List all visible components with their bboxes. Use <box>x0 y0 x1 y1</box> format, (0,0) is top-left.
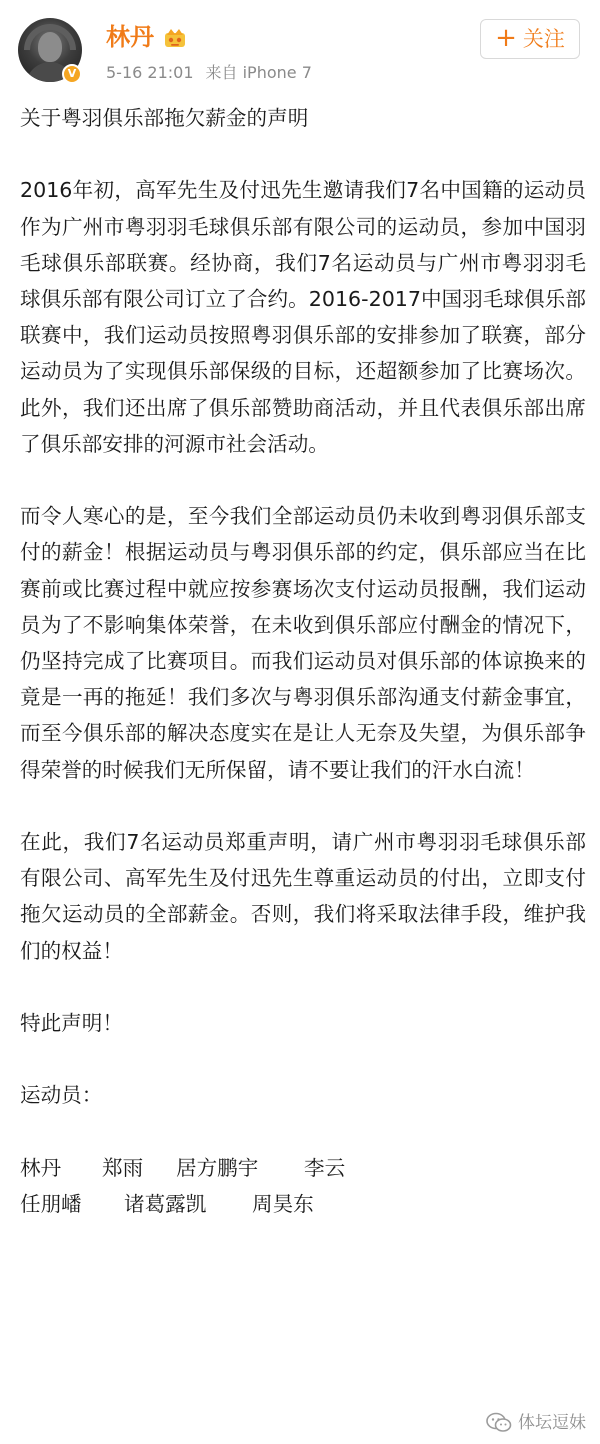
athlete-name: 任朋嶓 <box>20 1192 82 1216</box>
paragraph-closing: 特此声明！ <box>20 1011 123 1036</box>
timestamp: 5-16 21:01 <box>106 63 194 82</box>
athlete-name: 诸葛露凯 <box>124 1192 207 1216</box>
watermark <box>486 1412 586 1434</box>
username[interactable]: 林丹 <box>106 23 154 51</box>
athlete-name: 李云 <box>304 1155 346 1180</box>
post-body <box>20 100 586 1222</box>
avatar-face <box>38 32 62 62</box>
paragraph-complaint: 而令人寒心的是，至今我们全部运动员仍未收到粤羽俱乐部支付的薪金！根据运动员与粤羽俱乐部的约定，俱乐部应当在比赛前或比赛过程中就应按参赛场次支付运动员报酬，我们运动员为了不影响集体荣誉，在未收到俱乐部应付酬金的情况下，仍坚持完成了比赛项目。而我们运动员对俱乐部的体谅换来的竟是一再的拖延！我们多次与粤羽俱乐部沟通支付薪金事宜，而至今俱乐部的解决态度实在是让人无奈及失望，为俱乐部争得荣誉的时候我们无所保留，请不要让我们的汗水白流！ <box>20 504 586 782</box>
paragraph-demand: 在此，我们7名运动员郑重声明，请广州市粤羽羽毛球俱乐部有限公司、高军先生及付迅先生尊重运动员的付出，立即支付拖欠运动员的全部薪金。否则，我们将采取法律手段，维护我们的权益！ <box>20 830 586 963</box>
paragraph-intro: 2016年初，高军先生及付迅先生邀请我们7名中国籍的运动员作为广州市粤羽羽毛球俱乐部有限公司的运动员，参加中国羽毛球俱乐部联赛。经协商，我们7名运动员与广州市粤羽羽毛球俱乐部有限公司订立了合约。2016-2017中国羽毛球俱乐部联赛中，我们运动员按照粤羽俱乐部的安排参加了联赛，部分运动员为了实现俱乐部保级的目标，还超额参加了比赛场次。此外，我们还出席了俱乐部赞助商活动，并且代表俱乐部出席了俱乐部安排的河源市社会活动。 <box>20 178 586 456</box>
plus-icon: + <box>495 23 517 53</box>
wechat-icon <box>486 1412 512 1434</box>
athletes-row-1 <box>20 1150 586 1186</box>
post-header <box>0 0 600 100</box>
watermark-text: 体坛逗妹 <box>518 1413 586 1433</box>
follow-label: 关注 <box>522 27 565 51</box>
athlete-name: 周昊东 <box>252 1192 314 1216</box>
athletes-row-2 <box>20 1186 586 1222</box>
athletes-heading: 运动员： <box>20 1083 103 1108</box>
post-title: 关于粤羽俱乐部拖欠薪金的声明 <box>20 106 309 130</box>
verified-badge-icon: V <box>62 64 82 84</box>
athlete-name: 林丹 <box>20 1155 62 1180</box>
post-source: 来自 iPhone 7 <box>205 63 312 82</box>
crown-icon <box>162 26 188 50</box>
follow-button[interactable] <box>480 19 580 59</box>
athlete-name: 郑雨 <box>102 1155 144 1180</box>
post-meta <box>106 62 312 84</box>
athlete-name: 居方鹏宇 <box>176 1155 259 1180</box>
